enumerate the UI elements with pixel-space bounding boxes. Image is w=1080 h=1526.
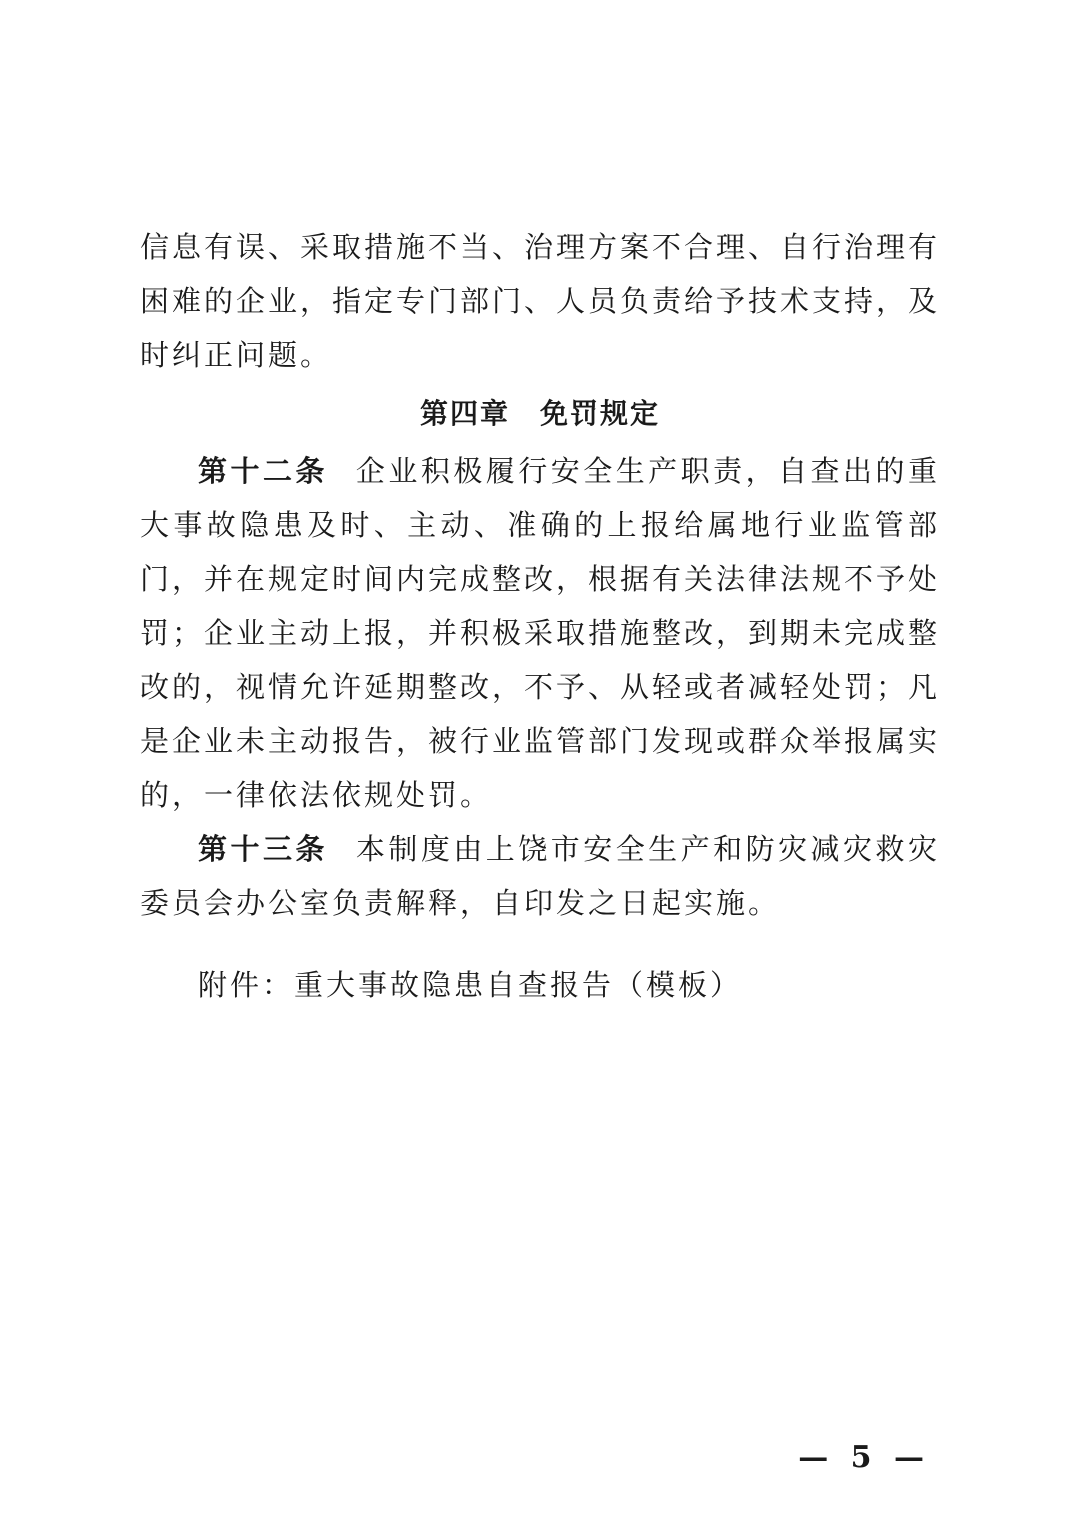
continuation-paragraph: 信息有误、采取措施不当、治理方案不合理、自行治理有困难的企业，指定专门部门、人员负责给予技术支持，及时纠正问题。 <box>140 230 941 372</box>
article-12-text: 企业积极履行安全生产职责，自查出的重大事故隐患及时、主动、准确的上报给属地行业监管部门，并在规定时间内完成整改，根据有关法律法规不予处罚；企业主动上报，并积极采取措施整改，到期未完成整改的，视情允许延期整改，不予、从轻或者减轻处罚；凡是企业未主动报告，被行业监管部门发现或群众举报属实的，一律依法依规处罚。 <box>140 454 941 812</box>
chapter-title: 第四章 免罚规定 <box>419 397 660 430</box>
article-12 <box>140 444 940 822</box>
article-12-number: 第十二条 <box>198 454 328 488</box>
attachment-line: 附件：重大事故隐患自查报告（模板） <box>198 968 743 1002</box>
document-body <box>140 220 940 930</box>
page-number: — 5 — <box>798 1440 930 1475</box>
article-13-number: 第十三条 <box>198 832 328 866</box>
article-13 <box>140 822 940 930</box>
article-13-text: 本制度由上饶市安全生产和防灾减灾救灾委员会办公室负责解释，自印发之日起实施。 <box>140 832 940 920</box>
